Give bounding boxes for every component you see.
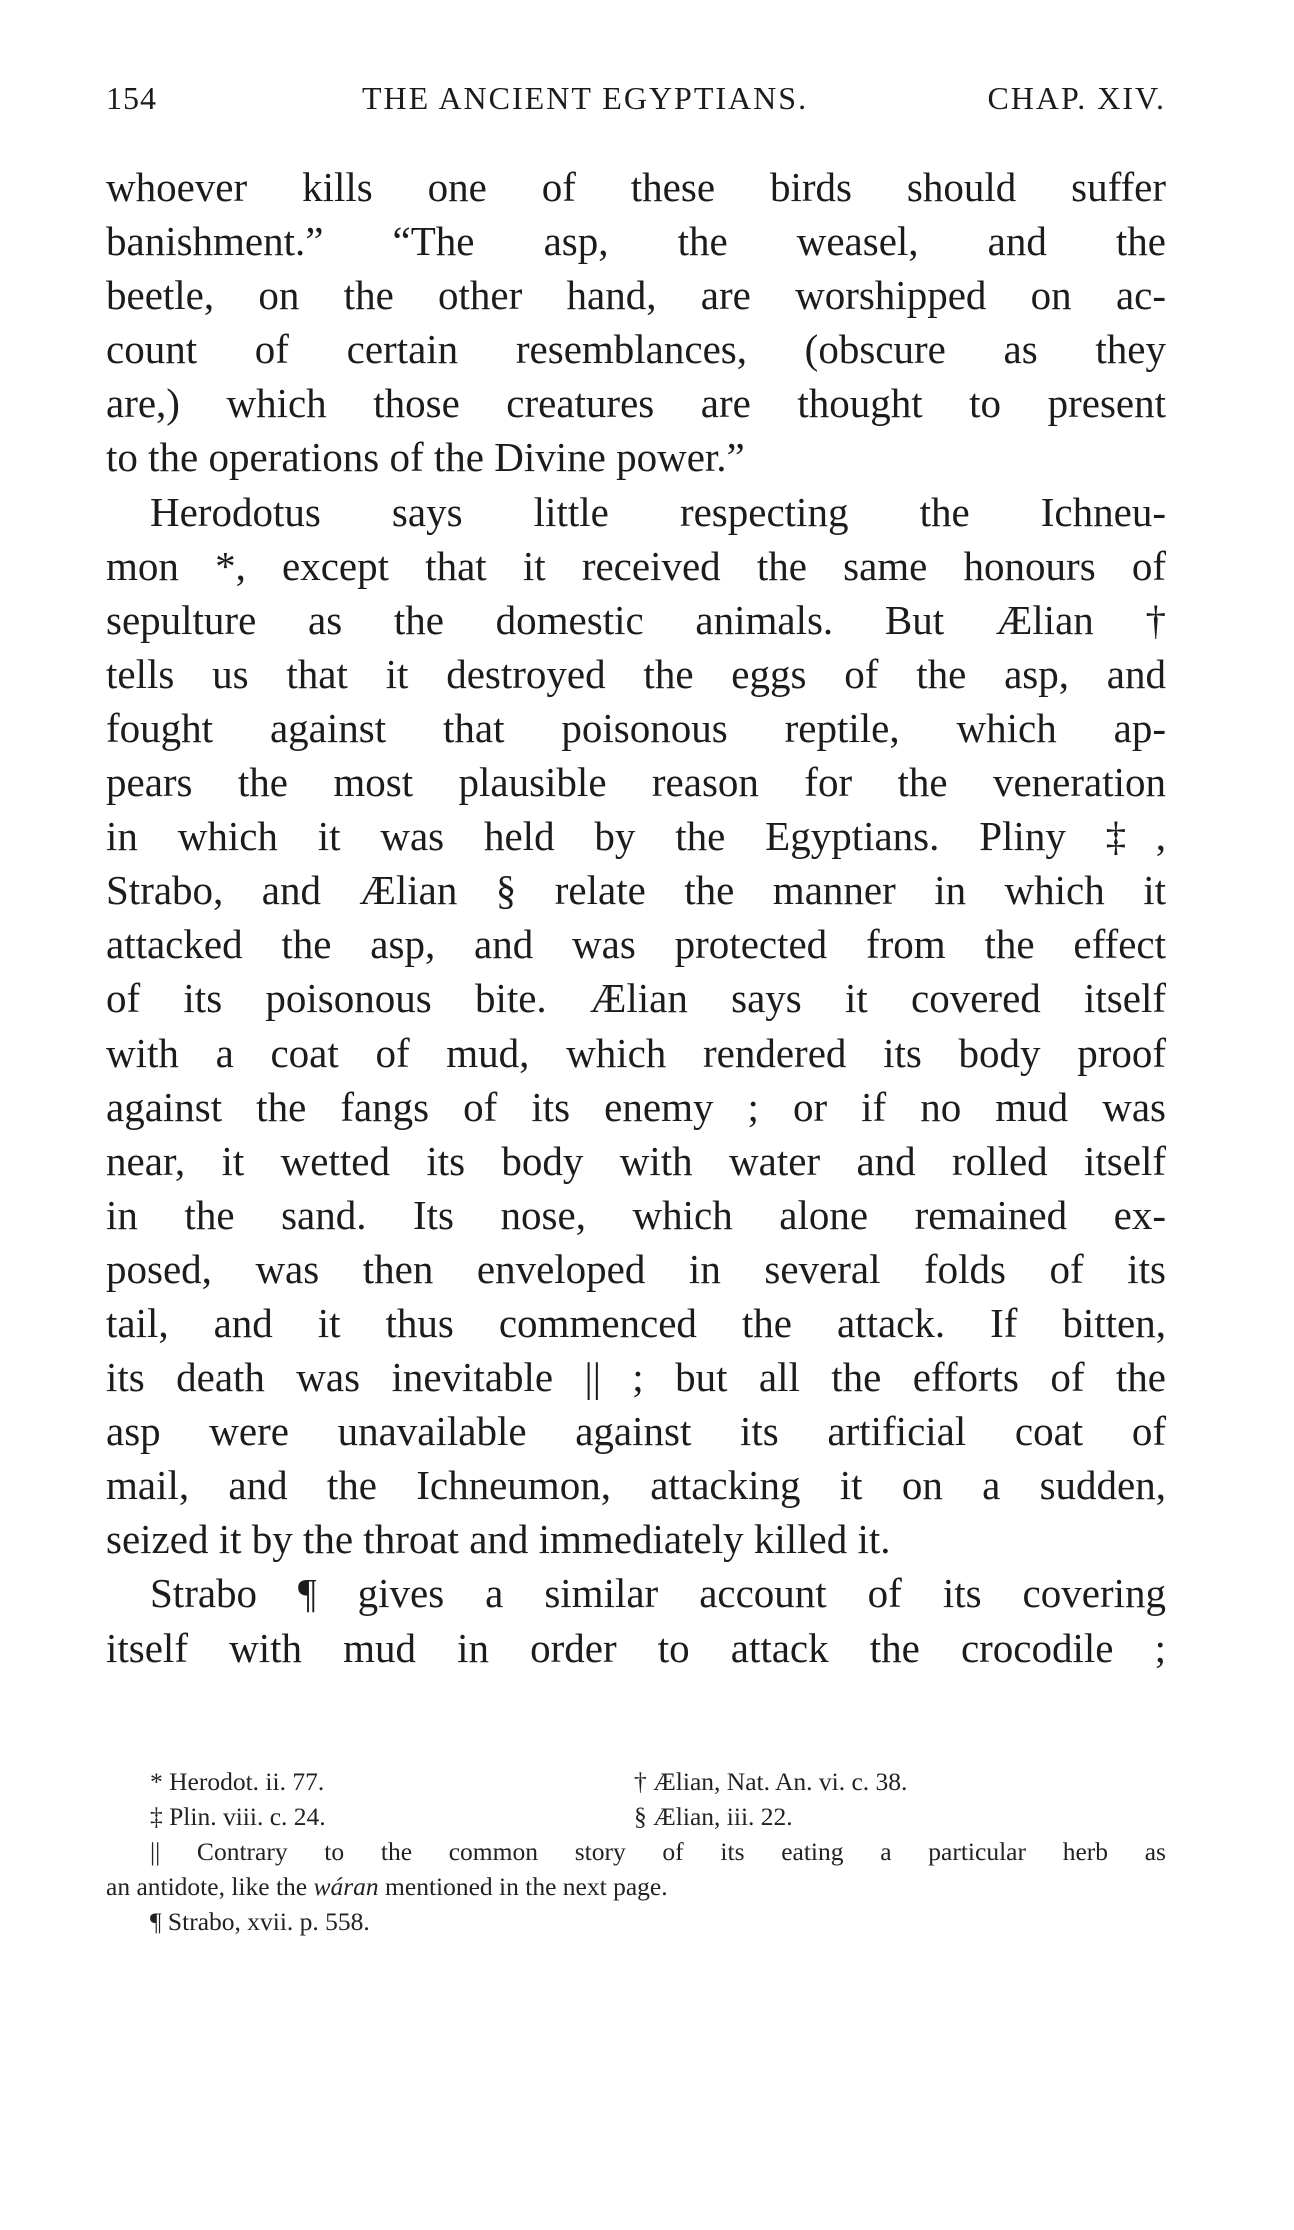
text-line: itself with mud in order to attack the crocodile ; (106, 1624, 1166, 1671)
text-line: near, it wetted its body with water and rolled itself (106, 1137, 1166, 1184)
running-header (106, 80, 1166, 120)
text-line: tail, and it thus commenced the attack. If bitten, (106, 1299, 1166, 1346)
text-line: whoever kills one of these birds should suffer (106, 164, 1166, 210)
text-line: pears the most plausible reason for the veneration (106, 759, 1166, 806)
text-line: with a coat of mud, which rendered its body proof (106, 1029, 1166, 1076)
text-line: beetle, on the other hand, are worshipped on ac- (106, 272, 1166, 319)
text-line: Herodotus says little respecting the Ichneu- (150, 488, 1166, 535)
text-line: fought against that poisonous reptile, which ap- (106, 704, 1166, 751)
chapter-label: CHAP. XIV. (987, 80, 1166, 116)
text-line: in the sand. Its nose, which alone remained ex- (106, 1191, 1166, 1238)
text-line: banishment.” “The asp, the weasel, and the (106, 218, 1166, 265)
text-line: posed, was then enveloped in several folds of its (106, 1245, 1166, 1292)
text-line: are,) which those creatures are thought to present (106, 380, 1166, 427)
text-line: sepulture as the domestic animals. But Ælian † (106, 596, 1166, 643)
text-line: Strabo ¶ gives a similar account of its covering (150, 1570, 1166, 1617)
text-line: to the operations of the Divine power.” (106, 434, 745, 481)
footnote-row (106, 1764, 1166, 1799)
footnote-italic-term: wáran (313, 1872, 379, 1901)
page-number: 154 (106, 80, 157, 116)
footnote-herodotus: * Herodot. ii. 77. (150, 1767, 325, 1796)
text-line: count of certain resemblances, (obscure as they (106, 326, 1166, 373)
footnote-text: an antidote, like the (106, 1872, 314, 1901)
text-line: mail, and the Ichneumon, attacking it on a sudden, (106, 1462, 1166, 1509)
text-line: asp were unavailable against its artificial coat of (106, 1408, 1166, 1455)
text-line: in which it was held by the Egyptians. Pliny ‡, (106, 813, 1166, 860)
text-line: of its poisonous bite. Ælian says it covered itself (106, 975, 1166, 1022)
text-line: mon *, except that it received the same honours of (106, 542, 1166, 589)
text-line: seized it by the throat and immediately killed it. (106, 1516, 891, 1563)
footnote-aelian-nat-an: † Ælian, Nat. An. vi. c. 38. (634, 1767, 908, 1796)
footnote-strabo: ¶ Strabo, xvii. p. 558. (150, 1907, 370, 1936)
footnotes (106, 1764, 1166, 1939)
running-title: THE ANCIENT EGYPTIANS. (362, 80, 809, 116)
footnote-contrary-line1: || Contrary to the common story of its eating a particular herb as (150, 1837, 1166, 1866)
main-text (106, 160, 1166, 1675)
footnote-text: mentioned in the next page. (378, 1872, 668, 1901)
footnote-row (106, 1799, 1166, 1834)
footnote-contrary-line2 (106, 1869, 1166, 1904)
book-page (106, 0, 1166, 2230)
text-line: tells us that it destroyed the eggs of the asp, and (106, 650, 1166, 697)
text-line: attacked the asp, and was protected from the effect (106, 921, 1166, 968)
text-line: its death was inevitable || ; but all the efforts of the (106, 1354, 1166, 1401)
text-line: against the fangs of its enemy ; or if no mud was (106, 1083, 1166, 1130)
footnote-pliny: ‡ Plin. viii. c. 24. (150, 1802, 326, 1831)
text-line: Strabo, and Ælian § relate the manner in which it (106, 867, 1166, 914)
footnote-aelian-iii: § Ælian, iii. 22. (634, 1802, 793, 1831)
